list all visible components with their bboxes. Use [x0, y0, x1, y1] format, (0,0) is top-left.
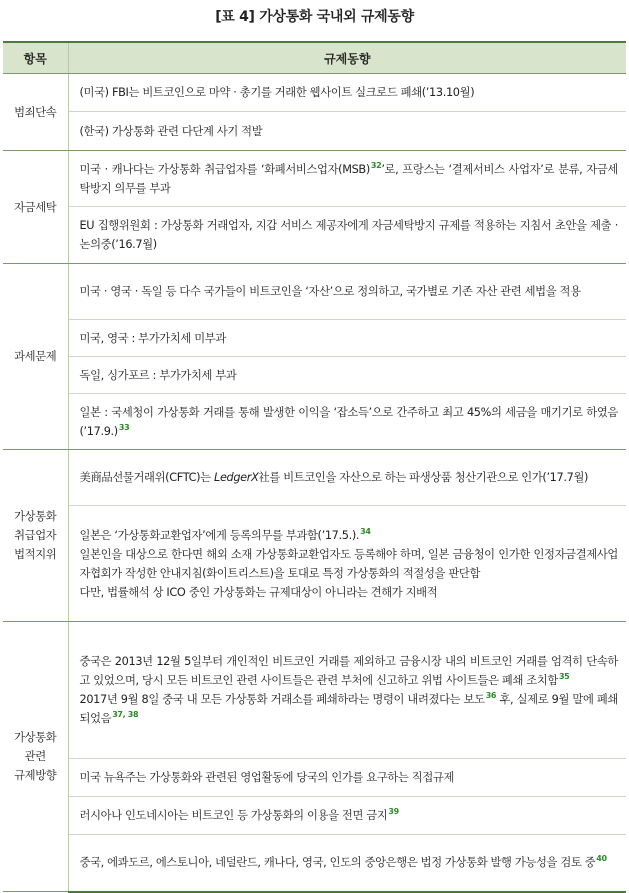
- cell-regulation-1-text-b: 2017년 9월 8일 중국 내 모든 가상통화 거래소를 폐쇄하라는 명령이 내려졌다는 보도: [79, 693, 485, 706]
- footnote-33: 33: [118, 422, 130, 432]
- table-header-row: [3, 42, 626, 74]
- footnote-34: 34: [360, 526, 371, 536]
- cell-regulation-4-text: 중국, 에콰도르, 에스토니아, 네덜란드, 캐나다, 영국, 인도의 중앙은행은 법정 가상통화 발행 가능성을 검토 중: [79, 856, 596, 870]
- cell-aml-2: EU 집행위원회 : 가상통화 거래업자, 지갑 서비스 제공자에게 자금세탁방지 규제를 적용하는 지침서 초안을 제출 · 논의중(’16.7월): [68, 207, 626, 264]
- regulation-trends-table: [3, 41, 626, 893]
- table-row: [3, 450, 626, 506]
- category-legal-status: [3, 450, 68, 622]
- table-row: [3, 74, 626, 112]
- category-regulation-l3: 규제방향: [14, 769, 57, 782]
- category-aml: 자금세탁: [3, 151, 68, 264]
- cell-status-1-text-a: 美商品선물거래위(CFTC)는: [79, 471, 214, 484]
- footnote-32: 32: [370, 160, 382, 170]
- table-row: [3, 320, 626, 357]
- table-row: [3, 207, 626, 264]
- cell-aml-1-text-b: ’로, 프랑스는 ‘결제서비스 사업자’로 분류, 자금세탁방지 의무를 부과: [79, 162, 618, 195]
- footnote-36: 36: [485, 691, 497, 701]
- footnote-37-38: 37, 38: [112, 710, 139, 720]
- table-row: [3, 835, 626, 892]
- table-row: [3, 797, 626, 835]
- cell-crime-1: (미국) FBI는 비트코인으로 마약 · 총기를 거래한 웹사이트 실크로드 폐쇄(’13.10월): [68, 74, 626, 112]
- cell-regulation-4: [68, 835, 626, 892]
- cell-tax-4: [68, 394, 626, 450]
- table-row: [3, 506, 626, 622]
- cell-regulation-1-para-2: [80, 690, 619, 728]
- table-row: [3, 394, 626, 450]
- cell-tax-3: 독일, 싱가포르 : 부가가치세 부과: [68, 357, 626, 394]
- category-regulation-direction: [3, 622, 68, 892]
- cell-crime-2: (한국) 가상통화 관련 다단계 사기 적발: [68, 112, 626, 151]
- footnote-40: 40: [596, 854, 607, 864]
- table-title: [표 4] 가상통화 국내외 규제동향: [215, 9, 414, 25]
- cell-aml-1-text-a: 미국 · 캐나다는 가상통화 취급업자를 ‘화폐서비스업자(MSB): [79, 162, 370, 176]
- cell-status-2-line-1: [80, 526, 619, 545]
- cell-status-2-text-a: 일본은 ‘가상통화교환업자’에게 등록의무를 부과함(’17.5.).: [79, 528, 360, 542]
- category-legal-status-l2: 취급업자: [14, 529, 57, 542]
- cell-regulation-3-text: 러시아나 인도네시아는 비트코인 등 가상통화의 이용을 전면 금지: [79, 809, 388, 822]
- cell-status-2: [68, 506, 626, 622]
- footnote-39: 39: [388, 807, 399, 817]
- table-row: [3, 759, 626, 797]
- cell-aml-1: [68, 151, 626, 207]
- category-legal-status-l3: 법적지위: [14, 548, 57, 561]
- table-row: [3, 112, 626, 151]
- category-crime: 범죄단속: [3, 74, 68, 151]
- category-legal-status-l1: 가상통화: [14, 510, 57, 523]
- cell-tax-1: 미국 · 영국 · 독일 등 다수 국가들이 비트코인을 ‘자산’으로 정의하고, 국가별로 기존 자산 관련 세법을 적용: [68, 264, 626, 320]
- header-trends: 규제동향: [68, 42, 626, 74]
- cell-regulation-1-text-c: 후, 실제로 9월 말에 폐쇄되었음: [79, 693, 618, 725]
- cell-tax-4-text: 일본 : 국세청이 가상통화 거래를 통해 발생한 이익을 ‘잡소득’으로 간주하고 최고 45%의 세금을 매기기로 하였음(’17.9.): [79, 405, 618, 438]
- cell-tax-2: 미국, 영국 : 부가가치세 미부과: [68, 320, 626, 357]
- cell-regulation-1-para-1: [80, 652, 619, 690]
- table-row: [3, 151, 626, 207]
- cell-regulation-2: 미국 뉴욕주는 가상통화와 관련된 영업활동에 당국의 인가를 요구하는 직접규제: [68, 759, 626, 797]
- cell-status-1: [68, 450, 626, 506]
- category-tax: 과세문제: [3, 264, 68, 450]
- cell-regulation-1-text-a: 중국은 2013년 12월 5일부터 개인적인 비트코인 거래를 제외하고 금융시장 내의 비트코인 거래를 엄격히 단속하고 있었으며, 당시 모든 비트코인 관련 사이트들은 관련 부처에 신고하고 위법 사이트들은 폐쇄 조치함: [79, 655, 618, 687]
- cell-status-2-text-b: 일본인을 대상으로 한다면 해외 소재 가상통화교환업자도 등록해야 하며, 일본 금융청이 인가한 인정자금결제사업자협회가 작성한 안내지침(화이트리스트)을 토대로 특정 가상통화의 적절성을 판단함: [79, 547, 618, 580]
- footnote-35: 35: [558, 672, 570, 682]
- category-regulation-l1: 가상통화: [14, 731, 57, 744]
- header-category: 항목: [3, 42, 68, 74]
- table-row: [3, 622, 626, 759]
- cell-status-1-text-b: 社를 비트코인을 자산으로 하는 파생상품 청산기관으로 인가(’17.7월): [258, 471, 589, 484]
- cell-status-1-ledgerx: LedgerX: [214, 471, 259, 484]
- table-row: [3, 264, 626, 320]
- table-row: [3, 357, 626, 394]
- cell-regulation-1: [68, 622, 626, 759]
- cell-status-2-text-c: 다만, 법률해석 상 ICO 중인 가상통화는 규제대상이 아니라는 견해가 지배적: [79, 585, 438, 599]
- category-regulation-l2: 관련: [24, 750, 46, 763]
- cell-regulation-3: [68, 797, 626, 835]
